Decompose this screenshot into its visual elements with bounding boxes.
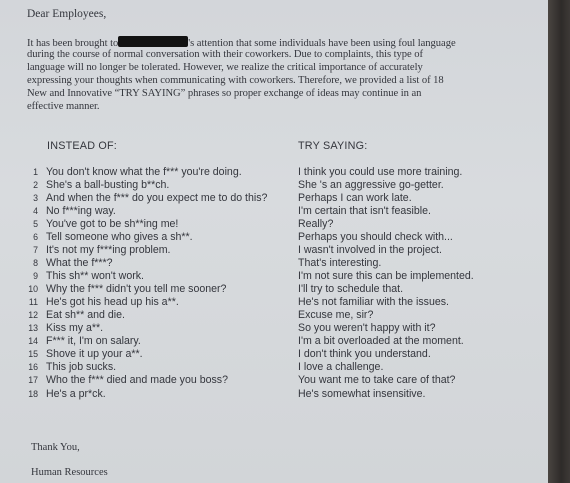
table-row [0,283,550,295]
intro-line-4: expressing your thoughts when communicating with coworkers. Therefore, we provided a list of 18 [27,75,444,86]
table-row [0,192,550,204]
table-row [0,231,550,243]
try-phrase: I'm certain that isn't feasible. [298,205,431,217]
table-row [0,348,550,360]
instead-phrase: F*** it, I'm on salary. [46,335,141,347]
try-phrase: Perhaps you should check with... [298,231,453,243]
try-phrase: That's interesting. [298,257,382,269]
table-row [0,335,550,347]
table-row [0,244,550,256]
instead-phrase: And when the f*** do you expect me to do this? [46,192,268,204]
try-phrase: I'm not sure this can be implemented. [298,270,474,282]
header-try-saying: TRY SAYING: [298,140,368,152]
instead-phrase: Kiss my a**. [46,322,104,334]
row-number: 5 [33,219,38,229]
instead-phrase: He's got his head up his a**. [46,296,179,308]
intro-line-3: language will no longer be tolerated. However, we realize the critical importance of accurately [27,62,423,73]
try-phrase: She 's an aggressive go-getter. [298,179,444,191]
intro-line-1-end: 's attention that some individuals have been using foul language [188,38,456,49]
background-edge [548,0,570,483]
salutation: Dear Employees, [27,8,107,20]
table-row [0,309,550,321]
row-number: 16 [28,362,38,372]
try-phrase: He's not familiar with the issues. [298,296,449,308]
row-number: 8 [33,258,38,268]
instead-phrase: You've got to be sh**ing me! [46,218,179,230]
redaction-bar [118,36,188,47]
intro-line-1-start: It has been brought to [27,38,119,49]
instead-phrase: Shove it up your a**. [46,348,143,360]
signature: Human Resources [31,467,108,478]
try-phrase: So you weren't happy with it? [298,322,436,334]
row-number: 4 [33,206,38,216]
instead-phrase: He's a pr*ck. [46,388,106,400]
table-row [0,322,550,334]
row-number: 7 [33,245,38,255]
intro-line-1 [27,36,456,49]
instead-phrase: This sh** won't work. [46,270,144,282]
instead-phrase: It's not my f***ing problem. [46,244,171,256]
try-phrase: I love a challenge. [298,361,384,373]
row-number: 1 [33,167,38,177]
try-phrase: You want me to take care of that? [298,374,456,386]
try-phrase: I think you could use more training. [298,166,463,178]
table-row [0,166,550,178]
table-row [0,296,550,308]
instead-phrase: No f***ing way. [46,205,116,217]
row-number: 2 [33,180,38,190]
row-number: 18 [28,389,38,399]
row-number: 6 [33,232,38,242]
intro-line-5: New and Innovative “TRY SAYING” phrases so proper exchange of ideas may continue in an [27,88,422,99]
instead-phrase: Eat sh** and die. [46,309,125,321]
instead-phrase: Who the f*** died and made you boss? [46,374,228,386]
try-phrase: I'm a bit overloaded at the moment. [298,335,464,347]
row-number: 3 [33,193,38,203]
try-phrase: I wasn't involved in the project. [298,244,442,256]
instead-phrase: Tell someone who gives a sh**. [46,231,193,243]
table-row [0,374,550,386]
instead-phrase: This job sucks. [46,361,117,373]
row-number: 14 [28,336,38,346]
intro-line-2: during the course of normal conversation with their coworkers. Due to complaints, this type of [27,49,424,60]
try-phrase: Excuse me, sir? [298,309,374,321]
table-row [0,388,550,400]
try-phrase: He's somewhat insensitive. [298,388,426,400]
instead-phrase: Why the f*** didn't you tell me sooner? [46,283,227,295]
instead-phrase: She's a ball-busting b**ch. [46,179,170,191]
table-row [0,179,550,191]
header-instead-of: INSTEAD OF: [47,140,117,152]
row-number: 11 [28,297,38,307]
row-number: 13 [28,323,38,333]
table-row [0,257,550,269]
try-phrase: I don't think you understand. [298,348,431,360]
table-row [0,361,550,373]
row-number: 12 [28,310,38,320]
intro-line-6: effective manner. [27,101,100,112]
try-phrase: I'll try to schedule that. [298,283,404,295]
instead-phrase: You don't know what the f*** you're doing. [46,166,242,178]
table-row [0,218,550,230]
row-number: 9 [33,271,38,281]
row-number: 17 [28,375,38,385]
row-number: 15 [28,349,38,359]
closing: Thank You, [31,442,80,453]
table-row [0,270,550,282]
try-phrase: Perhaps I can work late. [298,192,412,204]
instead-phrase: What the f***? [46,257,113,269]
row-number: 10 [28,284,38,294]
try-phrase: Really? [298,218,334,230]
table-row [0,205,550,217]
